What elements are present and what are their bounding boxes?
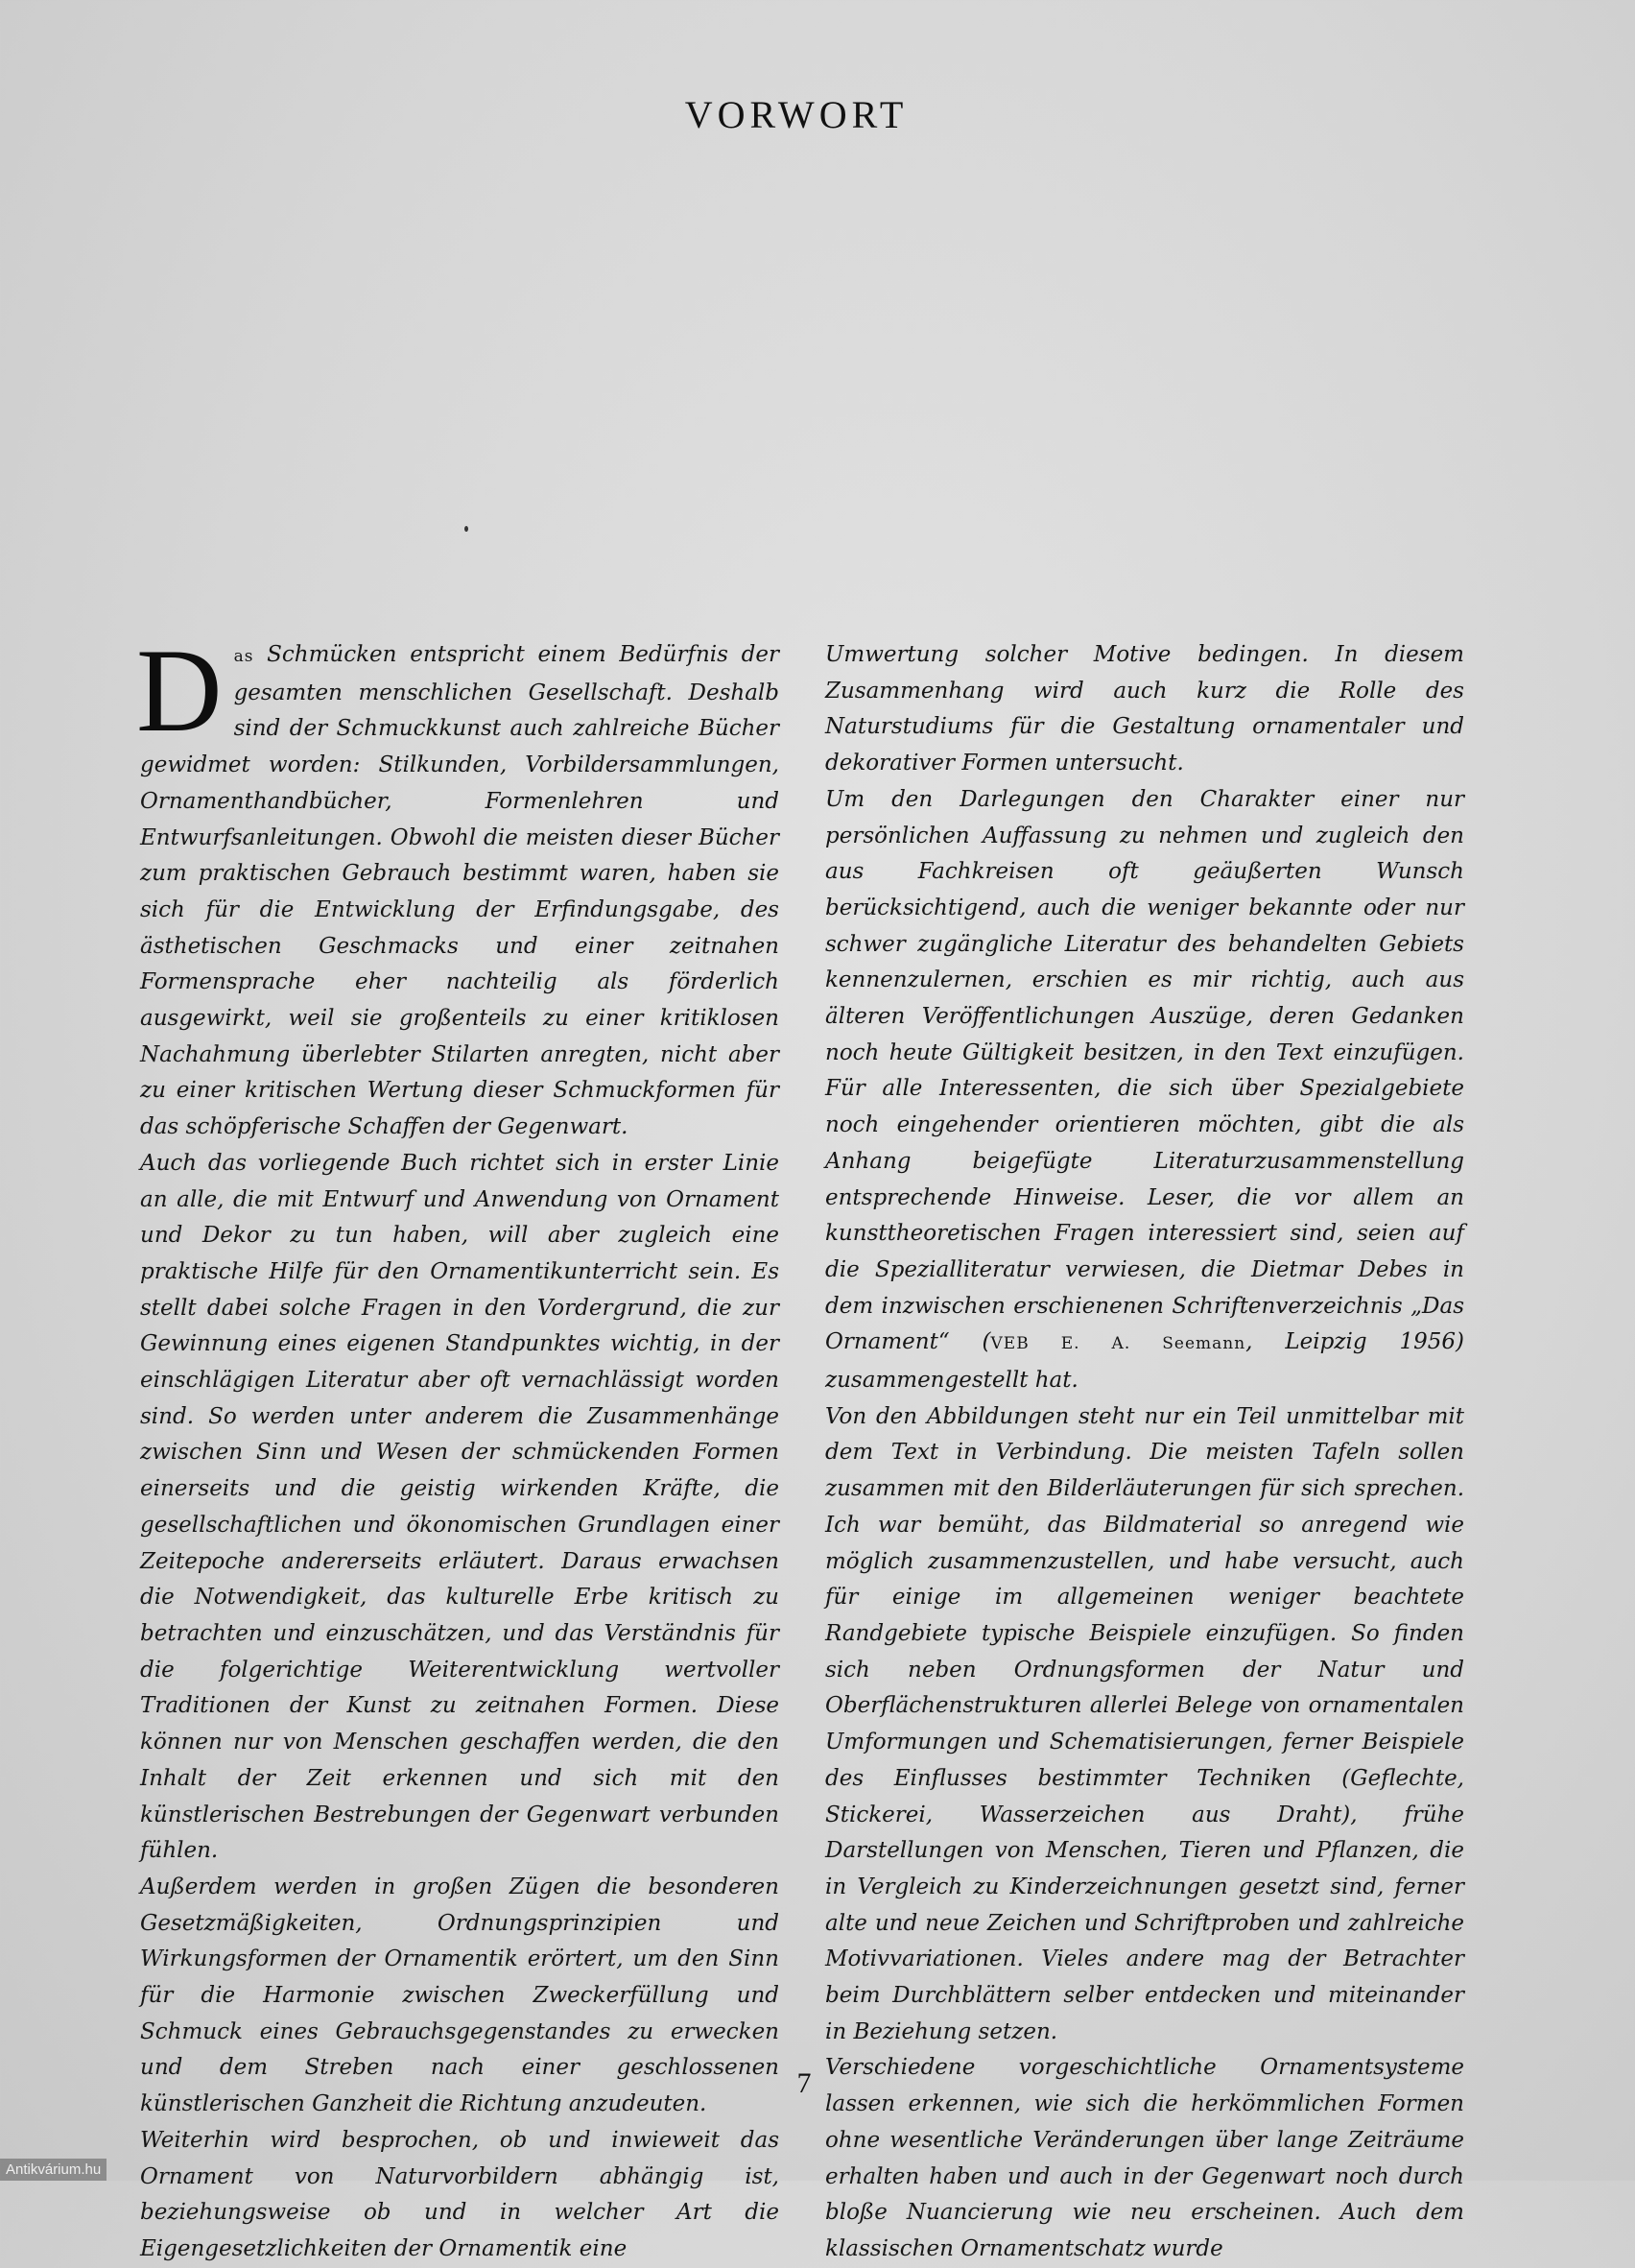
paragraph: Auch das vorliegende Buch richtet sich in erster Linie an alle, die mit Entwurf und Anwendung von Ornament und Dekor zu tun haben, will aber zugleich eine praktische Hilfe für den Ornamentikunterricht sein. Es stellt dabei solche Fragen in den Vordergrund, die zur Gewinnung eines eigenen Standpunktes wichtig, in der einschlägigen Literatur aber oft vernachlässigt worden sind. So werden unter anderem die Zusammenhänge zwischen Sinn und Wesen der schmückenden Formen einerseits und die geistig wirkenden Kräfte, die gesellschaftlichen und ökonomischen Grundlagen einer Zeitepoche andererseits erläutert. Daraus erwachsen die Notwendigkeit, das kulturelle Erbe kritisch zu betrachten und einzuschätzen, und das Verständnis für die folgerichtige Weiterentwicklung wertvoller Traditionen der Kunst zu zeitnahen Formen. Diese können nur von Menschen geschaffen werden, die den Inhalt der Zeit erkennen und sich mit den künstlerischen Bestrebungen der Gegenwart verbunden fühlen. bbox=[140, 1150, 779, 1864]
paragraph: Von den Abbildungen steht nur ein Teil unmittelbar mit dem Text in Verbindung. Die meisten Tafeln sollen zusammen mit den Bilderläuterungen für sich sprechen. Ich war bemüht, das Bildmaterial so anregend wie möglich zusammenzustellen, und habe versucht, auch für einige im allgemeinen weniger beachtete Randgebiete typische Beispiele einzufügen. So finden sich neben Ordnungsformen der Natur und Oberflächenstrukturen allerlei Belege von ornamentalen Umformungen und Schematisierungen, ferner Beispiele des Einflusses bestimmter Techniken (Geflechte, Stickerei, Wasserzeichen aus Draht), frühe Darstellungen von Menschen, Tieren und Pflanzen, die in Vergleich zu Kinderzeichnungen gesetzt sind, ferner alte und neue Zeichen und Schriftproben und zahlreiche Motivvariationen. Vieles andere mag der Betrachter beim Durchblättern selber entdecken und miteinander in Beziehung setzen. bbox=[825, 1403, 1464, 2044]
paragraph-text: Schmücken entspricht einem Bedürfnis der gesamten menschlichen Gesellschaft. Deshalb sind der Schmuckkunst auch zahlreiche Bücher gewidmet worden: Stilkunden, Vorbildersammlungen, Ornamenthandbücher, Formenlehren und Entwurfsanleitungen. Obwohl die meisten dieser Bücher zum praktischen Gebrauch bestimmt waren, haben sie sich für die Entwicklung der Erfindungsgabe, des ästhetischen Geschmacks und einer zeitnahen Formensprache eher nachteilig als förderlich ausgewirkt, weil sie großenteils zu einer kritiklosen Nachahmung überlebter Stilarten anregten, nicht aber zu einer kritischen Wertung dieser Schmuckformen für das schöpferische Schaffen der Gegenwart. bbox=[140, 642, 779, 1140]
paragraph bbox=[825, 782, 1464, 1399]
paper-speck bbox=[464, 526, 468, 532]
paragraph: Außerdem werden in großen Zügen die besonderen Gesetzmäßigkeiten, Ordnungsprinzipien und Wirkungsformen der Ornamentik erörtert, um den Sinn für die Harmonie zwischen Zweckerfüllung und Schmuck eines Gebrauchsgegenstandes zu erwecken und dem Streben nach einer geschlossenen künstlerischen Ganzheit die Richtung anzudeuten. bbox=[140, 1874, 779, 2117]
page-number: 7 bbox=[796, 2067, 812, 2099]
drop-cap: D bbox=[136, 625, 223, 756]
paragraph bbox=[136, 625, 779, 1146]
watermark: Antikvárium.hu bbox=[0, 2159, 107, 2181]
paragraph-text: , Leipzig 1956) zusammengestellt hat. bbox=[825, 1329, 1464, 1394]
right-column bbox=[825, 637, 1464, 2268]
small-caps-start: as bbox=[233, 647, 254, 666]
page-title: VORWORT bbox=[684, 93, 909, 136]
paragraph: Weiterhin wird besprochen, ob und inwieweit das Ornament von Naturvorbildern abhängig ist, beziehungsweise ob und in welcher Art die Eigengesetzlichkeiten der Ornamentik eine bbox=[140, 2127, 779, 2261]
paragraph-text: Um den Darlegungen den Charakter einer nur persönlichen Auffassung zu nehmen und zugleich den aus Fachkreisen oft geäußerten Wunsch berücksichtigend, auch die weniger bekannte oder nur schwer zugängliche Literatur des behandelten Gebiets kennenzulernen, erschien es mir richtig, auch aus älteren Veröffentlichungen Auszüge, deren Gedanken noch heute Gültigkeit besitzen, in den Text einzufügen. Für alle Interessenten, die sich über Spezialgebiete noch eingehender orientieren möchten, gibt die als Anhang beigefügte Literaturzusammenstellung entsprechende Hinweise. Leser, die vor allem an kunsttheoretischen Fragen interessiert sind, seien auf die Spezialliteratur verwiesen, die Dietmar Debes in dem inzwischen erschienenen Schriftenverzeichnis „Das Ornament“ ( bbox=[825, 786, 1464, 1355]
paragraph: Verschiedene vorgeschichtliche Ornamentsysteme lassen erkennen, wie sich die herkömmlichen Formen ohne wesentliche Veränderungen über lange Zeiträume erhalten haben und auch in der Gegenwart noch durch bloße Nuancierung wie neu erscheinen. Auch dem klassischen Ornamentschatz wurde bbox=[825, 2055, 1464, 2261]
paragraph: Umwertung solcher Motive bedingen. In diesem Zusammenhang wird auch kurz die Rolle des Naturstudiums für die Gestaltung ornamentaler und dekorativer Formen untersucht. bbox=[825, 642, 1464, 776]
left-column bbox=[136, 625, 779, 2268]
publisher-name: VEB E. A. Seemann bbox=[990, 1334, 1246, 1354]
